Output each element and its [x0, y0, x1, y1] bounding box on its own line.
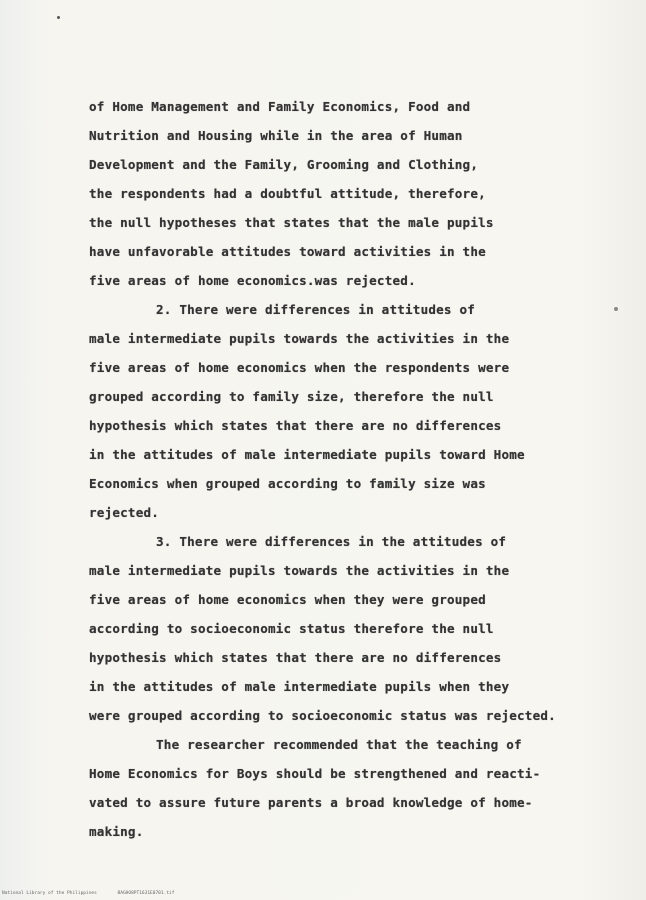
text-line: grouped according to family size, therefore the null	[89, 389, 494, 404]
text-line: five areas of home economics when they were grouped	[89, 592, 486, 607]
text-line: in the attitudes of male intermediate pupils when they	[89, 679, 510, 694]
text-line: Nutrition and Housing while in the area of Human	[89, 128, 463, 143]
text-line: were grouped according to socioeconomic status was rejected.	[89, 708, 556, 723]
text-line: rejected.	[89, 505, 160, 520]
text-line: hypothesis which states that there are no differences	[89, 418, 502, 433]
text-line: five areas of home economics.was rejected.	[89, 273, 416, 288]
text-line: have unfavorable attitudes toward activities in the	[89, 244, 486, 259]
text-line: The researcher recommended that the teaching of	[156, 737, 522, 752]
scan-footer	[2, 891, 192, 896]
footer-institution: National Library of the Philippines	[2, 891, 97, 896]
text-line: male intermediate pupils towards the activities in the	[89, 563, 510, 578]
text-line: making.	[89, 824, 144, 839]
text-line: Home Economics for Boys should be strengthened and reacti-	[89, 766, 541, 781]
text-line: Economics when grouped according to family size was	[89, 476, 486, 491]
text-line: hypothesis which states that there are no differences	[89, 650, 502, 665]
text-line: according to socioeconomic status therefore the null	[89, 621, 494, 636]
text-line: the respondents had a doubtful attitude, therefore,	[89, 186, 486, 201]
text-line: five areas of home economics when the respondents were	[89, 360, 510, 375]
footer-file-code: BAGHO8PT1631E0701.tif	[117, 891, 175, 896]
text-line: 3. There were differences in the attitudes of	[156, 534, 507, 549]
text-line: male intermediate pupils towards the activities in the	[89, 331, 510, 346]
text-line: Development and the Family, Grooming and Clothing,	[89, 157, 479, 172]
text-line: in the attitudes of male intermediate pupils toward Home	[89, 447, 525, 462]
text-line: the null hypotheses that states that the male pupils	[89, 215, 494, 230]
text-line: vated to assure future parents a broad knowledge of home-	[89, 795, 533, 810]
text-line: of Home Management and Family Economics, Food and	[89, 99, 471, 114]
text-line: 2. There were differences in attitudes of	[156, 302, 476, 317]
